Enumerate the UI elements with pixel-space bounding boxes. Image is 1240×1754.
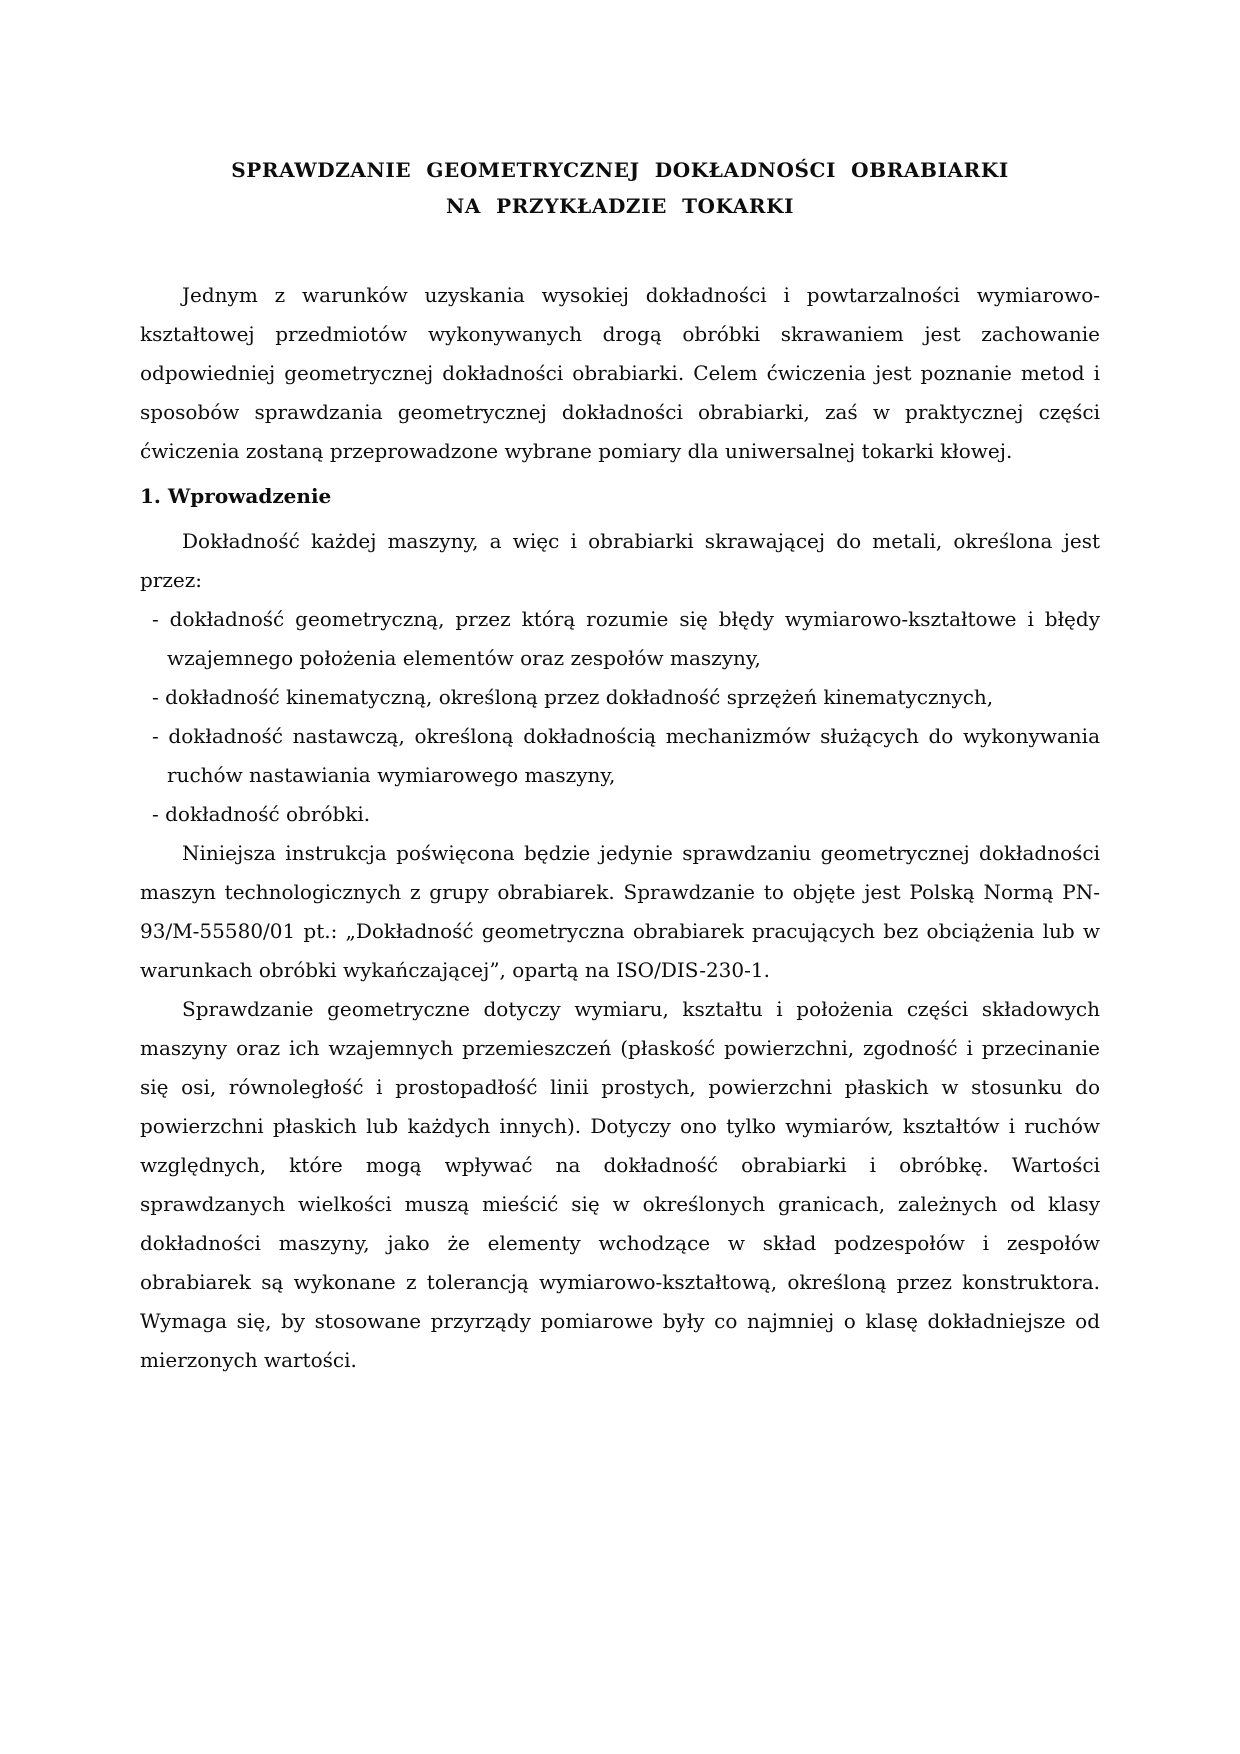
section-1-heading: 1. Wprowadzenie bbox=[140, 484, 332, 508]
document-title bbox=[140, 152, 1100, 224]
intro-paragraph: Jednym z warunków uzyskania wysokiej dokładności i powtarzalności wymiarowo-kształtowej przedmiotów wykonywanych drogą obróbki skrawaniem jest zachowanie odpowiedniej geometrycznej dokładności obrabiarki. Celem ćwiczenia jest poznanie metod i sposobów sprawdzania geometrycznej dokładności obrabiarki, zaś w praktycznej części ćwiczenia zostaną przeprowadzone wybrane pomiary dla uniwersalnej tokarki kłowej. bbox=[140, 283, 1100, 463]
list-item: - dokładność kinematyczną, określoną przez dokładność sprzężeń kinematycznych, bbox=[152, 685, 994, 709]
section-1-lead-paragraph: Dokładność każdej maszyny, a więc i obrabiarki skrawającej do metali, określona jest przez: bbox=[140, 529, 1100, 592]
accuracy-types-list bbox=[140, 600, 1100, 834]
norm-paragraph: Niniejsza instrukcja poświęcona będzie jedynie sprawdzaniu geometrycznej dokładności maszyn technologicznych z grupy obrabiarek. Sprawdzanie to objęte jest Polską Normą PN-93/M-55580/01 pt.: „Dokładność geometryczna obrabiarek pracujących bez obciążenia lub w warunkach obróbki wykańczającej”, opartą na ISO/DIS-230-1. bbox=[140, 841, 1100, 982]
title-line-2: NA PRZYKŁADZIE TOKARKI bbox=[445, 194, 795, 218]
scope-paragraph: Sprawdzanie geometryczne dotyczy wymiaru, kształtu i położenia części składowych maszyny oraz ich wzajemnych przemieszczeń (płaskość powierzchni, zgodność i przecinanie się osi, równoległość i prostopadłość linii prostych, powierzchni płaskich w stosunku do powierzchni płaskich lub każdych innych). Dotyczy ono tylko wymiarów, kształtów i ruchów względnych, które mogą wpływać na dokładność obrabiarki i obróbkę. Wartości sprawdzanych wielkości muszą mieścić się w określonych granicach, zależnych od klasy dokładności maszyny, jako że elementy wchodzące w skład podzespołów i zespołów obrabiarek są wykonane z tolerancją wymiarowo-kształtową, określoną przez konstruktora. Wymaga się, by stosowane przyrządy pomiarowe były co najmniej o klasę dokładniejsze od mierzonych wartości. bbox=[140, 997, 1100, 1372]
list-item: - dokładność geometryczną, przez którą rozumie się błędy wymiarowo-kształtowe i błędy wzajemnego położenia elementów oraz zespołów maszyny, bbox=[152, 607, 1100, 670]
list-item: - dokładność nastawczą, określoną dokładnością mechanizmów służących do wykonywania ruchów nastawiania wymiarowego maszyny, bbox=[152, 724, 1100, 787]
list-item: - dokładność obróbki. bbox=[152, 802, 371, 826]
title-line-1: SPRAWDZANIE GEOMETRYCZNEJ DOKŁADNOŚCI OBRABIARKI bbox=[231, 158, 1009, 182]
